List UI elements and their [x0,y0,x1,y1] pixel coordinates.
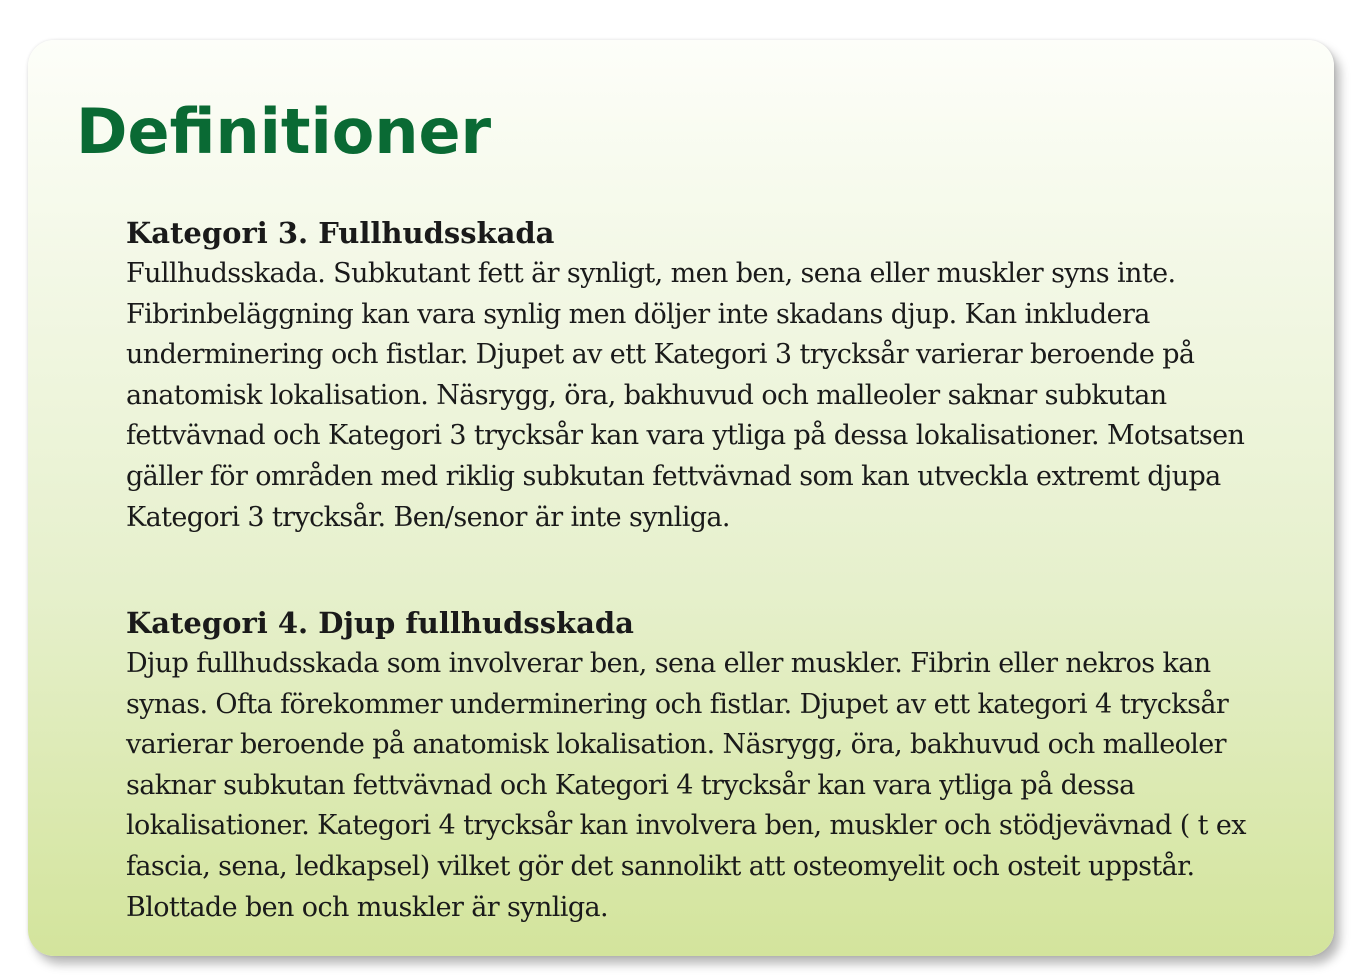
body-line: Fibrinbeläggning kan vara synlig men döljer inte skadans djup. Kan inkludera [126,298,1150,330]
body-line: synas. Ofta förekommer underminering och fistlar. Djupet av ett kategori 4 trycksår [126,688,1229,720]
page-title: Definitioner [76,95,492,168]
body-line: Blottade ben och muskler är synliga. [126,891,608,923]
body-line: Kategori 3 trycksår. Ben/senor är inte synliga. [126,501,730,533]
section-heading: Kategori 4. Djup fullhudsskada [126,606,634,640]
body-line: underminering och fistlar. Djupet av ett Kategori 3 trycksår varierar beroende på [126,339,1195,371]
body-line: fettvävnad och Kategori 3 trycksår kan vara ytliga på dessa lokalisationer. Motsatsen [126,420,1245,452]
body-line: anatomisk lokalisation. Näsrygg, öra, bakhuvud och malleoler saknar subkutan [126,379,1167,411]
body-line: gäller för områden med riklig subkutan fettvävnad som kan utveckla extremt djupa [126,460,1221,492]
body-line: fascia, sena, ledkapsel) vilket gör det sannolikt att osteomyelit och osteit uppstår. [126,850,1195,882]
body-line: Fullhudsskada. Subkutant fett är synligt, men ben, sena eller muskler syns inte. [126,258,1176,289]
definition-card [28,40,1334,956]
body-line: saknar subkutan fettvävnad och Kategori 4 trycksår kan vara ytliga på dessa [126,769,1135,801]
body-line: varierar beroende på anatomisk lokalisation. Näsrygg, öra, bakhuvud och malleoler [126,729,1226,761]
section-heading: Kategori 3. Fullhudsskada [126,216,555,250]
section-category-3 [126,212,1296,538]
body-line: lokalisationer. Kategori 4 trycksår kan involvera ben, muskler och stödjevävnad ( t ex [126,810,1246,842]
body-line: Djup fullhudsskada som involverar ben, sena eller muskler. Fibrin eller nekros kan [126,648,1211,679]
section-category-4 [126,602,1296,928]
